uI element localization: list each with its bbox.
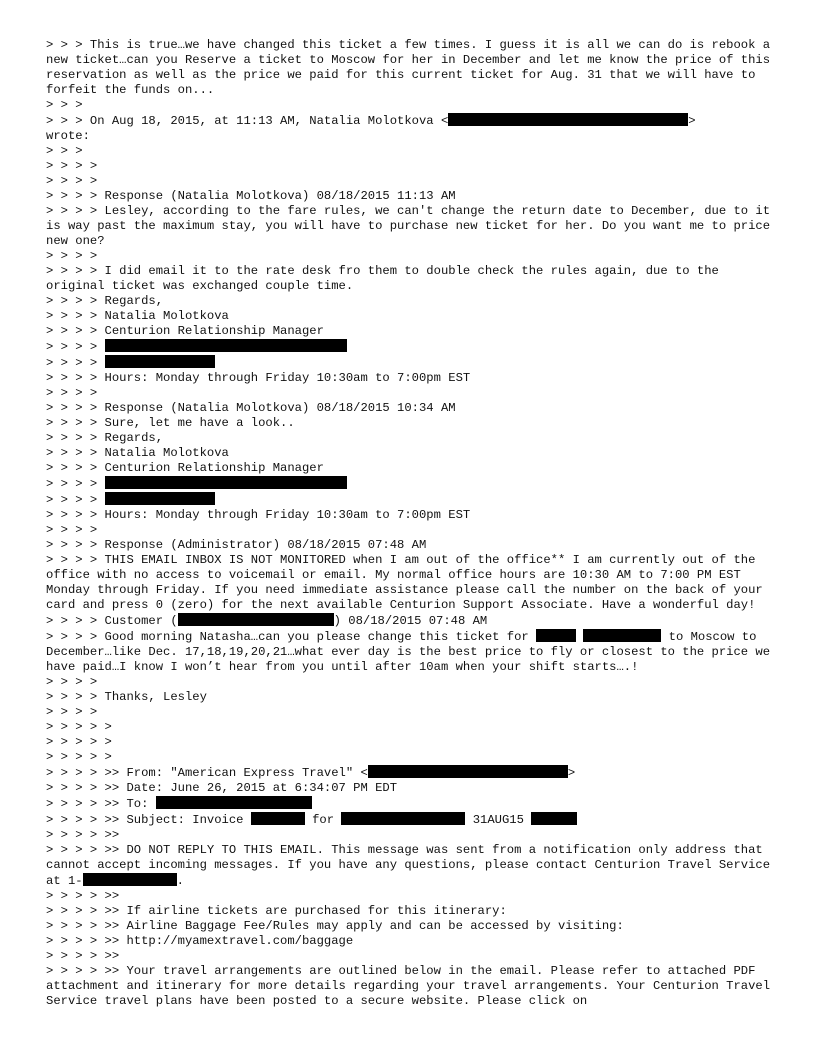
text-run: > > > > >> [46,949,120,963]
line [46,416,776,431]
text-run: > > > > [46,493,105,507]
text-run: > > > > >> Date: June 26, 2015 at 6:34:07 PM EDT [46,781,398,795]
line [46,553,776,613]
text-run: > > > > >> Airline Baggage Fee/Rules may apply and can be accessed by visiting: [46,919,624,933]
line [46,675,776,690]
line [46,113,776,129]
line [46,371,776,386]
text-run: > > > > [46,386,98,400]
line [46,828,776,843]
text-run: > > > > [46,159,98,173]
line [46,401,776,416]
text-run: > > > > Hours: Monday through Friday 10:30am to 7:00pm EST [46,371,471,385]
line [46,476,776,492]
line [46,508,776,523]
line [46,294,776,309]
line [46,98,776,113]
line [46,461,776,476]
text-run: ) 08/18/2015 07:48 AM [333,614,488,628]
text-run: for [304,813,342,827]
redaction-block [583,629,661,642]
line [46,690,776,705]
line [46,796,776,812]
line [46,324,776,339]
line [46,949,776,964]
line [46,964,776,1009]
text-run: > > > [46,98,83,112]
line [46,309,776,324]
line [46,492,776,508]
redaction-block [105,476,347,489]
text-run: > > > > [46,249,98,263]
text-run: > > > > >> [46,889,120,903]
line [46,812,776,828]
line [46,174,776,189]
line [46,765,776,781]
text-run: > > > > Hours: Monday through Friday 10:30am to 7:00pm EST [46,508,471,522]
text-run: > > > > Good morning Natasha…can you please change this ticket for [46,630,537,644]
text-run: . [176,874,184,888]
text-run: > [688,114,696,128]
text-run: > > > > >> [46,828,120,842]
line [46,735,776,750]
line [46,919,776,934]
redaction-block [341,812,465,825]
text-run: > > > > Response (Administrator) 08/18/2015 07:48 AM [46,538,427,552]
text-run: > > > > Centurion Relationship Manager [46,324,324,338]
text-run: > > > > Natalia Molotkova [46,309,229,323]
text-run: > > > > >> Subject: Invoice [46,813,251,827]
text-run: > > > > [46,523,98,537]
redaction-block [105,339,347,352]
text-run: > > > [46,144,83,158]
line [46,889,776,904]
line [46,629,776,675]
text-run: > > > > >> From: "American Express Travel" < [46,766,368,780]
text-run: 31AUG15 [465,813,532,827]
line [46,613,776,629]
line [46,355,776,371]
text-run [576,630,583,644]
text-run: > > > > >> If airline tickets are purchased for this itinerary: [46,904,507,918]
text-run: > > > > Centurion Relationship Manager [46,461,324,475]
redaction-block [531,812,577,825]
line [46,446,776,461]
redaction-block [156,796,312,809]
text-run: > > > > Thanks, Lesley [46,690,207,704]
text-run: > > > > >> Your travel arrangements are outlined below in the email. Please refer to attached PDF attachment and itinerary for more details regarding your travel arrangements. Your Centurion Travel Service travel plans have been posted to a secure website. Please click on [46,964,778,1008]
redaction-block [368,765,568,778]
line [46,934,776,949]
line [46,189,776,204]
text-run: > > > > > [46,720,112,734]
text-run: > > > > Regards, [46,431,164,445]
line [46,204,776,249]
text-run: > > > > Customer ( [46,614,178,628]
text-run: > > > > [46,174,98,188]
text-run: > > > > [46,340,105,354]
text-run: > > > > [46,675,98,689]
line [46,38,776,98]
redaction-block [536,629,576,642]
line [46,904,776,919]
text-run: > > > > Lesley, according to the fare rules, we can't change the return date to December, due to it is way past the maximum stay, you will have to purchase new ticket for her. Do you want me to price new one? [46,204,778,248]
line [46,264,776,294]
text-run: > > > This is true…we have changed this ticket a few times. I guess it is all we can do is rebook a new ticket…can you Reserve a ticket to Moscow for her in December and let me know the price of this reservation as well as the price we paid for this current ticket for Aug. 31 that we will have to forfeit the funds on... [46,38,778,97]
text-run: > > > > THIS EMAIL INBOX IS NOT MONITORED when I am out of the office** I am currently out of the office with no access to voicemail or email. My normal office hours are 10:30 AM to 7:00 PM EST Monday through Friday. If you need immediate assistance please call the number on the back of your card and press 0 (zero) for the next available Centurion Support Associate. Have a wonderful day! [46,553,771,612]
text-run: > > > > [46,356,105,370]
redaction-block [251,812,305,825]
text-run: > > > > Response (Natalia Molotkova) 08/18/2015 11:13 AM [46,189,456,203]
line [46,386,776,401]
text-run: > > > > >> To: [46,797,156,811]
line [46,705,776,720]
line [46,129,776,144]
text-run: > > > > I did email it to the rate desk fro them to double check the rules again, due to the original ticket was exchanged couple time. [46,264,727,293]
line [46,144,776,159]
text-run: > > > > >> DO NOT REPLY TO THIS EMAIL. This message was sent from a notification only address that cannot accept incoming messages. If you have any questions, please contact Centurion Travel Service at 1- [46,843,778,888]
line [46,159,776,174]
text-run: > > > On Aug 18, 2015, at 11:13 AM, Natalia Molotkova < [46,114,449,128]
line [46,538,776,553]
text-run: > > > > Regards, [46,294,164,308]
redaction-block [83,873,177,886]
line [46,843,776,889]
text-run: to Moscow to December…like Dec. 17,18,19,20,21…what ever day is the best price to fly or closest to the price we have paid…I know I won’t hear from you until after 10am when your shift starts….! [46,630,778,674]
redaction-block [448,113,688,126]
text-run: > > > > Natalia Molotkova [46,446,229,460]
text-run: > > > > [46,705,98,719]
text-run: > > > > >> http://myamextravel.com/baggage [46,934,354,948]
redaction-block [178,613,334,626]
redaction-block [105,492,215,505]
line [46,339,776,355]
line [46,249,776,264]
line [46,720,776,735]
redaction-block [105,355,215,368]
text-run: > > > > Sure, let me have a look.. [46,416,295,430]
line [46,431,776,446]
email-thread-text [46,38,776,1009]
text-run: > > > > Response (Natalia Molotkova) 08/18/2015 10:34 AM [46,401,456,415]
line [46,781,776,796]
text-run: > > > > [46,477,105,491]
line [46,750,776,765]
text-run: > > > > > [46,750,112,764]
text-run: > [567,766,576,780]
text-run: > > > > > [46,735,112,749]
line [46,523,776,538]
text-run: wrote: [46,129,90,143]
